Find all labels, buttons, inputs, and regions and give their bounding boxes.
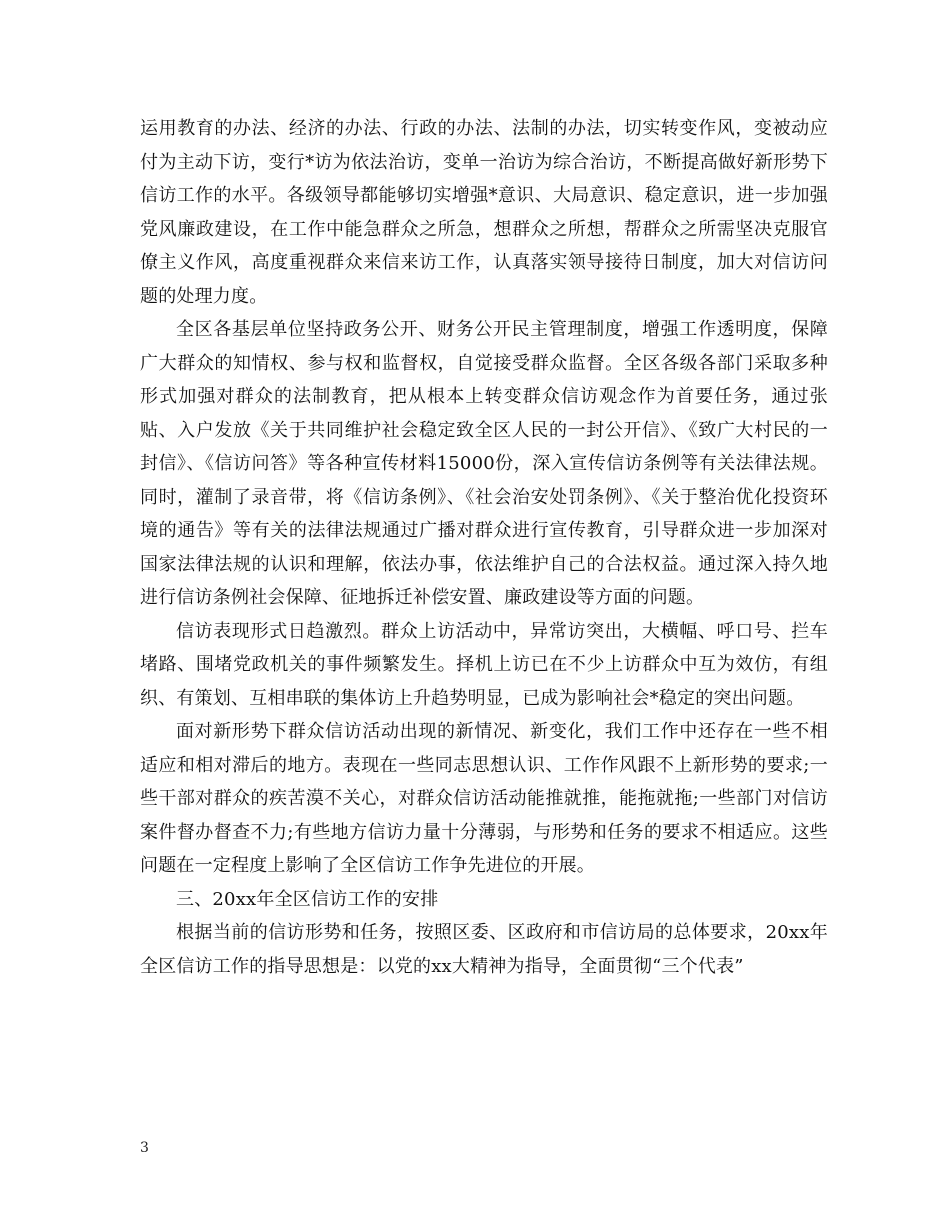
paragraph-1: 运用教育的办法、经济的办法、行政的办法、法制的办法，切实转变作风，变被动应付为主动下访，变行*访为依法治访，变单一治访为综合治访，不断提高做好新形势下信访工作的水平。各级领导都能够切实增强*意识、大局意识、稳定意识，进一步加强党风廉政建设，在工作中能急群众之所急，想群众之所想，帮群众之所需坚决克服官僚主义作风，高度重视群众来信来访工作，认真落实领导接待日制度，加大对信访问题的处理力度。 [140, 118, 828, 307]
paragraph-2: 全区各基层单位坚持政务公开、财务公开民主管理制度，增强工作透明度，保障广大群众的知情权、参与权和监督权，自觉接受群众监督。全区各级各部门采取多种形式加强对群众的法制教育，把从根本上转变群众信访观念作为首要任务，通过张贴、入户发放《关于共同维护社会稳定致全区人民的一封公开信》、《致广大村民的一封信》、《信访问答》等各种宣传材料15000份，深入宣传信访条例等有关法律法规。同时，灌制了录音带，将《信访条例》、《社会治安处罚条例》、《关于整治优化投资环境的通告》等有关的法律法规通过广播对群众进行宣传教育，引导群众进一步加深对国家法律法规的认识和理解，依法办事，依法维护自己的合法权益。通过深入持久地进行信访条例社会保障、征地拆迁补偿安置、廉政建设等方面的问题。 [140, 319, 828, 608]
paragraph-4: 面对新形势下群众信访活动出现的新情况、新变化，我们工作中还存在一些不相适应和相对滞后的地方。表现在一些同志思想认识、工作作风跟不上新形势的要求;一些干部对群众的疾苦漠不关心，对群众信访活动能推就推，能拖就拖;一些部门对信访案件督办督查不力;有些地方信访力量十分薄弱，与形势和任务的要求不相适应。这些问题在一定程度上影响了全区信访工作争先进位的开展。 [140, 721, 828, 876]
section-heading-3: 三、20xx年全区信访工作的安排 [176, 888, 439, 910]
paragraph-3: 信访表现形式日趋激烈。群众上访活动中，异常访突出，大横幅、呼口号、拦车堵路、围堵党政机关的事件频繁发生。择机上访已在不少上访群众中互为效仿，有组织、有策划、互相串联的集体访上升趋势明显，已成为影响社会*稳定的突出问题。 [140, 620, 828, 709]
document-body [140, 112, 828, 983]
page-number: 3 [140, 1140, 149, 1156]
paragraph-5: 根据当前的信访形势和任务，按照区委、区政府和市信访局的总体要求，20xx年全区信访工作的指导思想是：以党的xx大精神为指导，全面贯彻“三个代表” [140, 922, 828, 977]
